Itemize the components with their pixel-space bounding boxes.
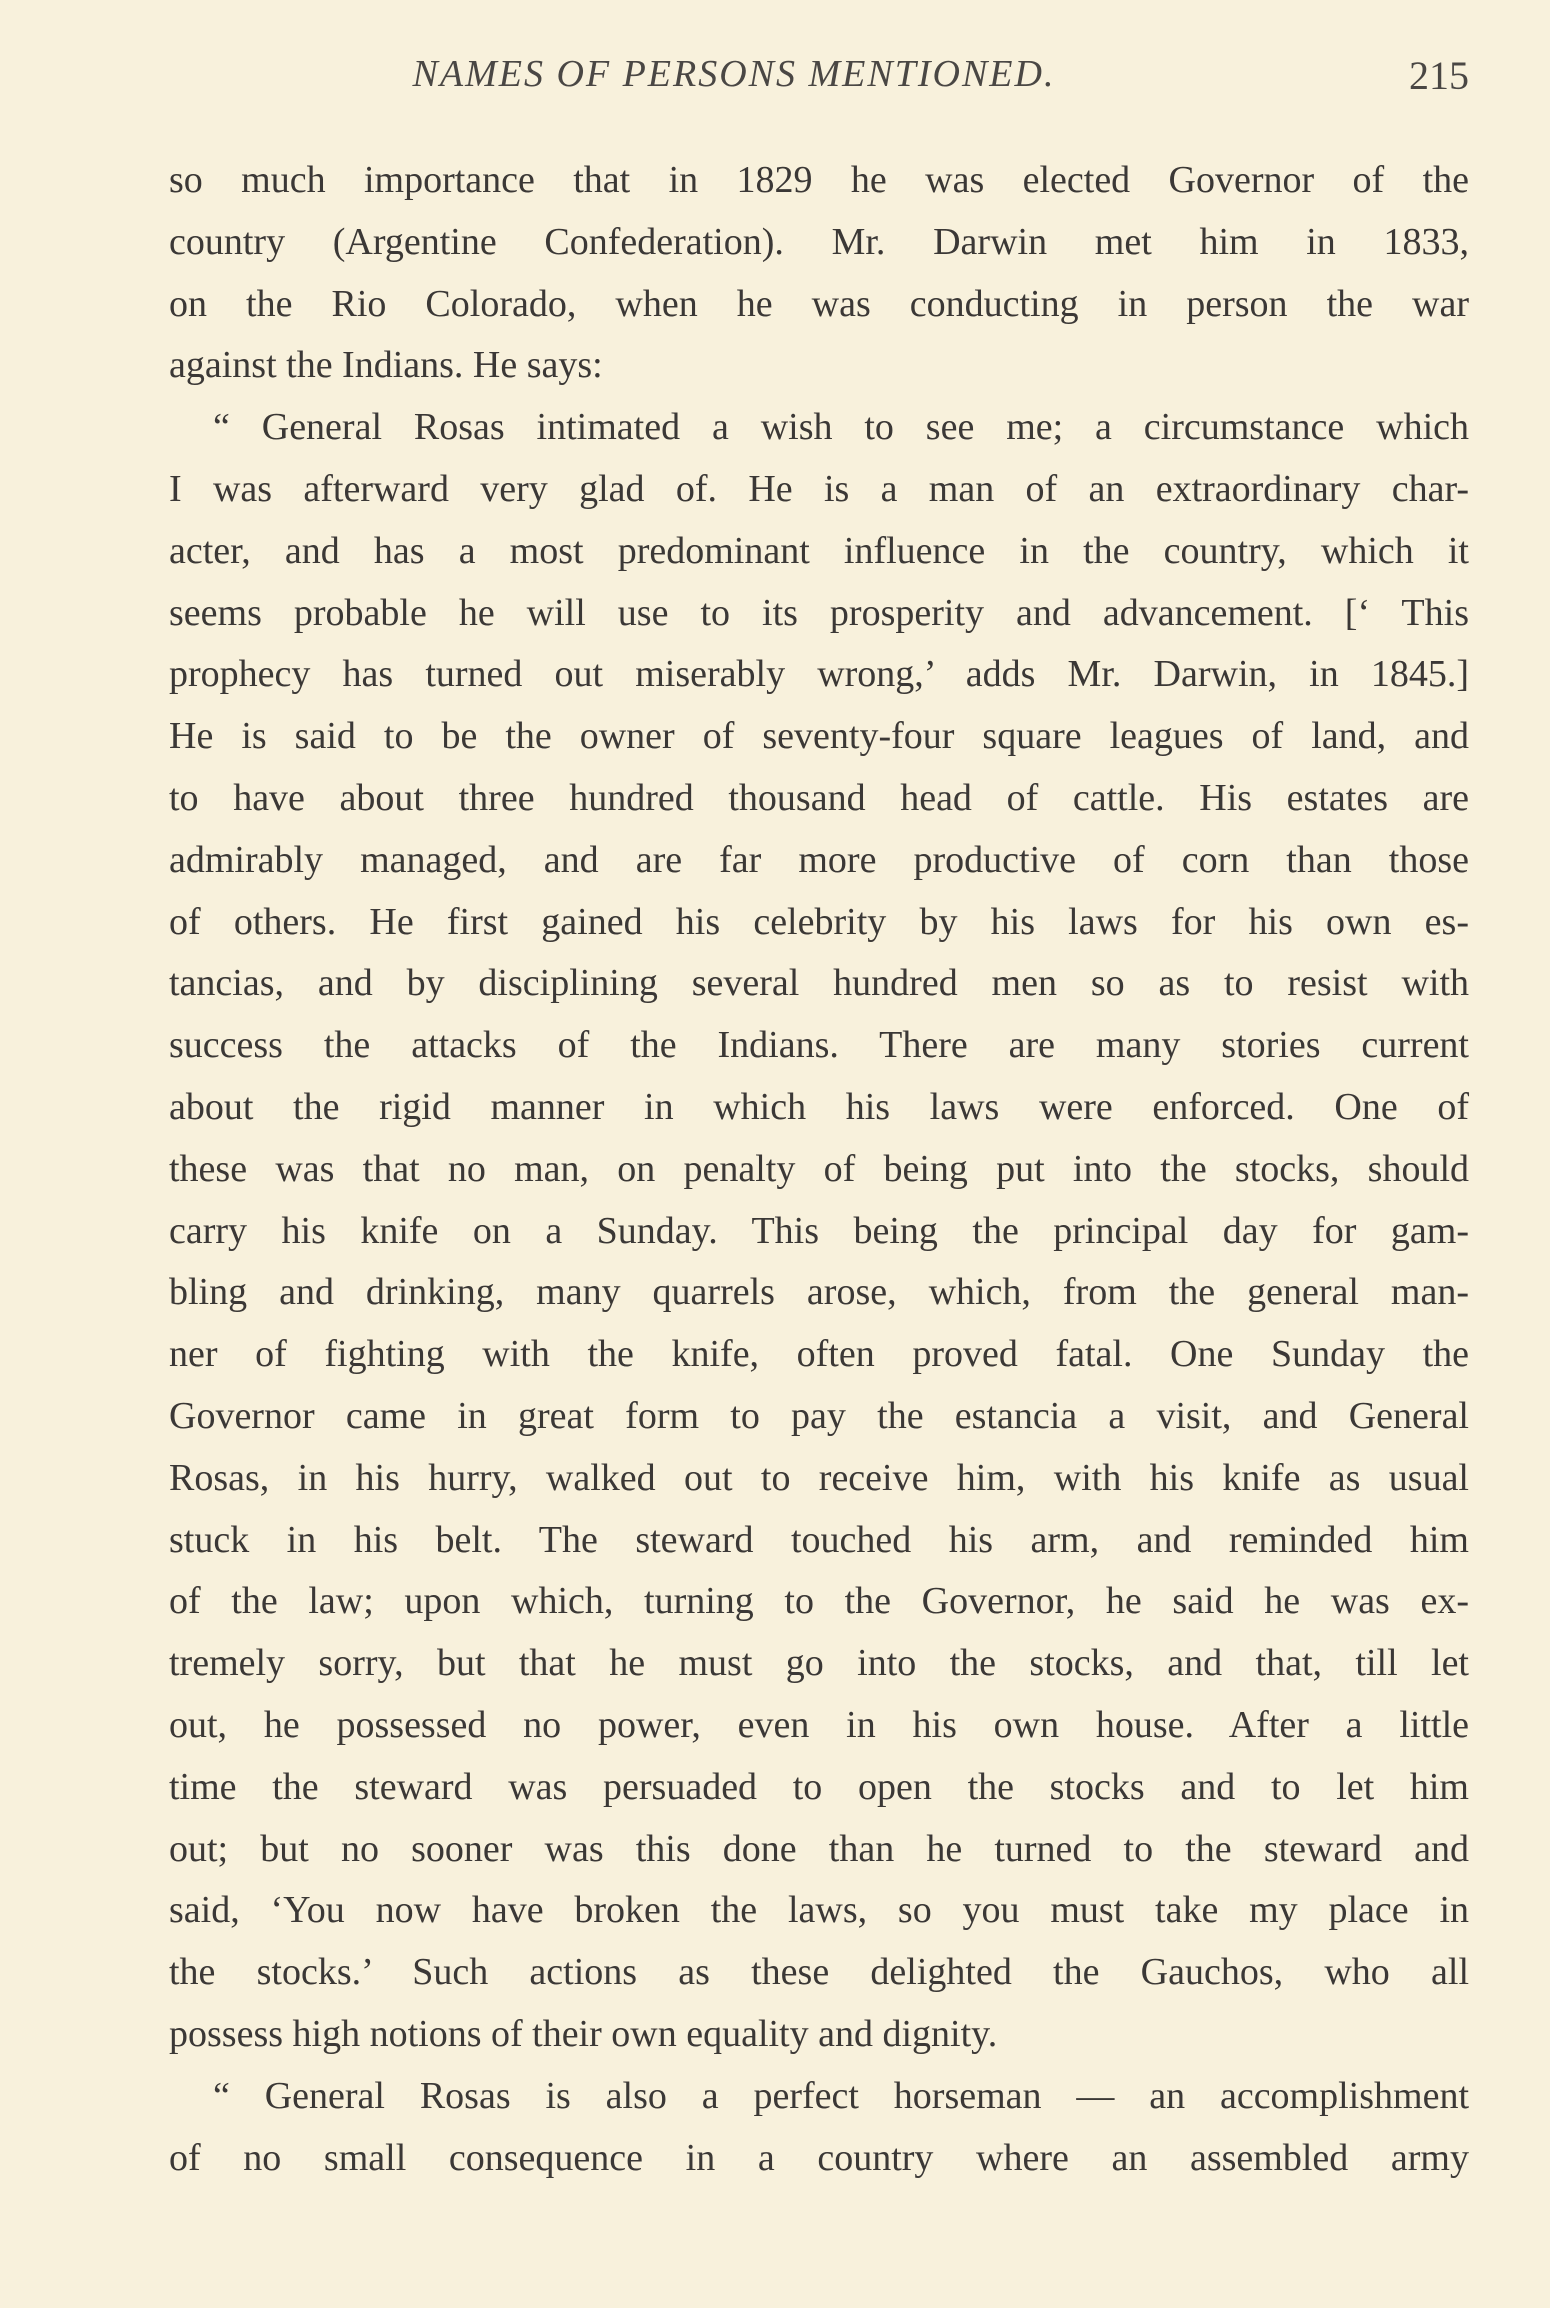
text-line: to have about three hundred thousand head of cattle. His estates are xyxy=(169,776,1469,819)
text-line: these was that no man, on penalty of being put into the stocks, should xyxy=(169,1147,1469,1190)
text-line: out; but no sooner was this done than he turned to the steward and xyxy=(169,1827,1469,1870)
text-line: tancias, and by disciplining several hundred men so as to resist with xyxy=(169,962,1469,1005)
text-line: Governor came in great form to pay the estancia a visit, and General xyxy=(169,1394,1469,1437)
text-line: success the attacks of the Indians. There are many stories current xyxy=(169,1024,1469,1067)
text-line: “ General Rosas intimated a wish to see me; a circumstance which xyxy=(213,406,1469,449)
page-number: 215 xyxy=(1409,53,1469,98)
text-line: bling and drinking, many quarrels arose, which, from the general man- xyxy=(169,1271,1469,1314)
text-line: against the Indians. He says: xyxy=(169,344,603,387)
text-line: out, he possessed no power, even in his own house. After a little xyxy=(169,1703,1469,1746)
running-title: NAMES OF PERSONS MENTIONED. xyxy=(412,53,1056,95)
text-line: acter, and has a most predominant influence in the country, which it xyxy=(169,529,1469,572)
running-header xyxy=(169,52,1469,112)
text-line: of no small consequence in a country where an assembled army xyxy=(169,2136,1469,2179)
text-line: of the law; upon which, turning to the Governor, he said he was ex- xyxy=(169,1580,1469,1623)
text-line: Rosas, in his hurry, walked out to receive him, with his knife as usual xyxy=(169,1456,1469,1499)
text-line: He is said to be the owner of seventy-four square leagues of land, and xyxy=(169,715,1469,758)
text-line: country (Argentine Confederation). Mr. Darwin met him in 1833, xyxy=(169,220,1469,263)
text-line: possess high notions of their own equality and dignity. xyxy=(169,2012,998,2055)
text-line: about the rigid manner in which his laws were enforced. One of xyxy=(169,1085,1469,1128)
text-line: admirably managed, and are far more productive of corn than those xyxy=(169,838,1469,881)
text-line: said, ‘You now have broken the laws, so you must take my place in xyxy=(169,1889,1469,1932)
text-line: ner of fighting with the knife, often proved fatal. One Sunday the xyxy=(169,1333,1469,1376)
text-line: “ General Rosas is also a perfect horseman — an accomplishment xyxy=(213,2074,1469,2117)
text-line: seems probable he will use to its prosperity and advancement. [‘ This xyxy=(169,591,1469,634)
text-line: I was afterward very glad of. He is a man of an extraordinary char- xyxy=(169,467,1469,510)
text-line: the stocks.’ Such actions as these delighted the Gauchos, who all xyxy=(169,1951,1469,1994)
text-line: on the Rio Colorado, when he was conducting in person the war xyxy=(169,282,1469,325)
text-line: stuck in his belt. The steward touched his arm, and reminded him xyxy=(169,1518,1469,1561)
text-line: so much importance that in 1829 he was elected Governor of the xyxy=(169,159,1469,201)
page-body-text xyxy=(169,150,1469,2189)
text-line: prophecy has turned out miserably wrong,’ adds Mr. Darwin, in 1845.] xyxy=(169,653,1469,696)
text-line: of others. He first gained his celebrity by his laws for his own es- xyxy=(169,900,1469,943)
text-line: carry his knife on a Sunday. This being the principal day for gam- xyxy=(169,1209,1469,1252)
text-line: time the steward was persuaded to open the stocks and to let him xyxy=(169,1765,1469,1808)
text-line: tremely sorry, but that he must go into the stocks, and that, till let xyxy=(169,1642,1469,1685)
